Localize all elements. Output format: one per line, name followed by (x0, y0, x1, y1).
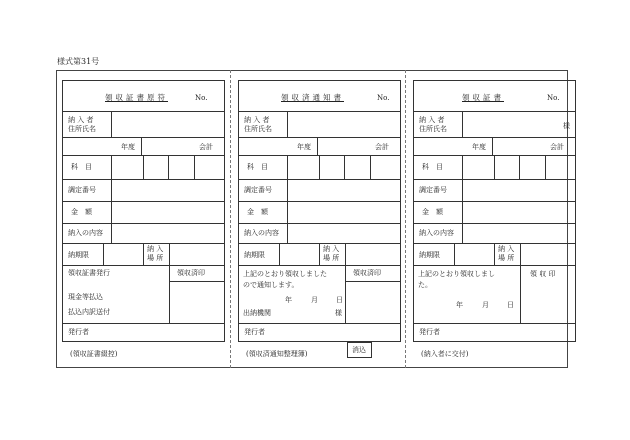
payment-place-label: 納 入 場 所 (498, 245, 515, 262)
payment-content-label: 納入の内容 (244, 229, 279, 237)
assessment-number-label: 調定番号 (419, 186, 447, 194)
assessment-number-label: 調定番号 (68, 186, 96, 194)
cancel-label: 消込 (352, 346, 366, 354)
account-label: 会計 (199, 143, 213, 151)
fiscal-year-label: 年度 (297, 143, 311, 151)
form-number: 様式第31号 (57, 57, 100, 66)
no-label: No. (547, 94, 560, 102)
due-date-label: 納期限 (419, 251, 440, 259)
due-date-label: 納期限 (244, 251, 265, 259)
date-month-label: 月 (482, 301, 489, 309)
payment-place-label: 納 入 場 所 (147, 245, 164, 262)
subject-label: 科 目 (247, 163, 268, 171)
cancel-box (347, 342, 372, 358)
issuer-label: 発行者 (419, 328, 440, 336)
honorific-label: 様 (335, 309, 342, 317)
receipt-text: 上記のとおり領収しまし た。 (418, 270, 495, 289)
cut-line-1 (230, 70, 231, 368)
panel-caption: (領収証書綴控) (70, 350, 118, 358)
receipt-stub-panel (62, 80, 225, 342)
date-year-label: 年 (456, 301, 463, 309)
body-line-3: 払込内訳送付 (68, 308, 110, 316)
payment-place-label: 納 入 場 所 (323, 245, 340, 262)
receipt-panel (413, 80, 576, 342)
fiscal-year-label: 年度 (121, 143, 135, 151)
due-date-label: 納期限 (68, 251, 89, 259)
date-year-label: 年 (285, 296, 292, 304)
issuer-label: 発行者 (244, 328, 265, 336)
fiscal-year-label: 年度 (472, 143, 486, 151)
stamp-label: 領収済印 (177, 269, 205, 277)
no-label: No. (377, 94, 390, 102)
amount-label: 金 額 (71, 208, 92, 216)
payer-label: 納 入 者 住所氏名 (68, 116, 96, 133)
stamp-label: 領 収 印 (530, 270, 556, 278)
issuer-label: 発行者 (68, 328, 89, 336)
payment-notice-panel (238, 80, 401, 342)
panel-title: 領収証書 (462, 93, 504, 102)
no-label: No. (195, 94, 208, 102)
payment-content-label: 納入の内容 (419, 229, 454, 237)
panel-title: 領収証書原符 (105, 93, 168, 102)
body-line-2: 現金等払込 (68, 293, 103, 301)
payer-label: 納 入 者 住所氏名 (244, 116, 272, 133)
date-day-label: 日 (507, 301, 514, 309)
notice-text: 上記のとおり領収しました ので通知します。 (243, 270, 327, 289)
account-label: 会計 (550, 143, 564, 151)
date-month-label: 月 (311, 296, 318, 304)
honorific-label: 様 (563, 122, 570, 130)
panel-title: 領収済通知書 (281, 93, 344, 102)
subject-label: 科 目 (71, 163, 92, 171)
account-label: 会計 (375, 143, 389, 151)
payment-content-label: 納入の内容 (68, 229, 103, 237)
stamp-label: 領収済印 (353, 269, 381, 277)
amount-label: 金 額 (422, 208, 443, 216)
amount-label: 金 額 (247, 208, 268, 216)
date-day-label: 日 (336, 296, 343, 304)
institution-label: 出納機関 (243, 309, 271, 317)
panel-caption: (納入者に交付) (421, 350, 469, 358)
body-line-1: 領収証書発行 (68, 269, 110, 277)
payer-label: 納 入 者 住所氏名 (419, 116, 447, 133)
subject-label: 科 目 (422, 163, 443, 171)
assessment-number-label: 調定番号 (244, 186, 272, 194)
cut-line-2 (405, 70, 406, 368)
panel-caption: (領収済通知整理簿) (246, 350, 308, 358)
